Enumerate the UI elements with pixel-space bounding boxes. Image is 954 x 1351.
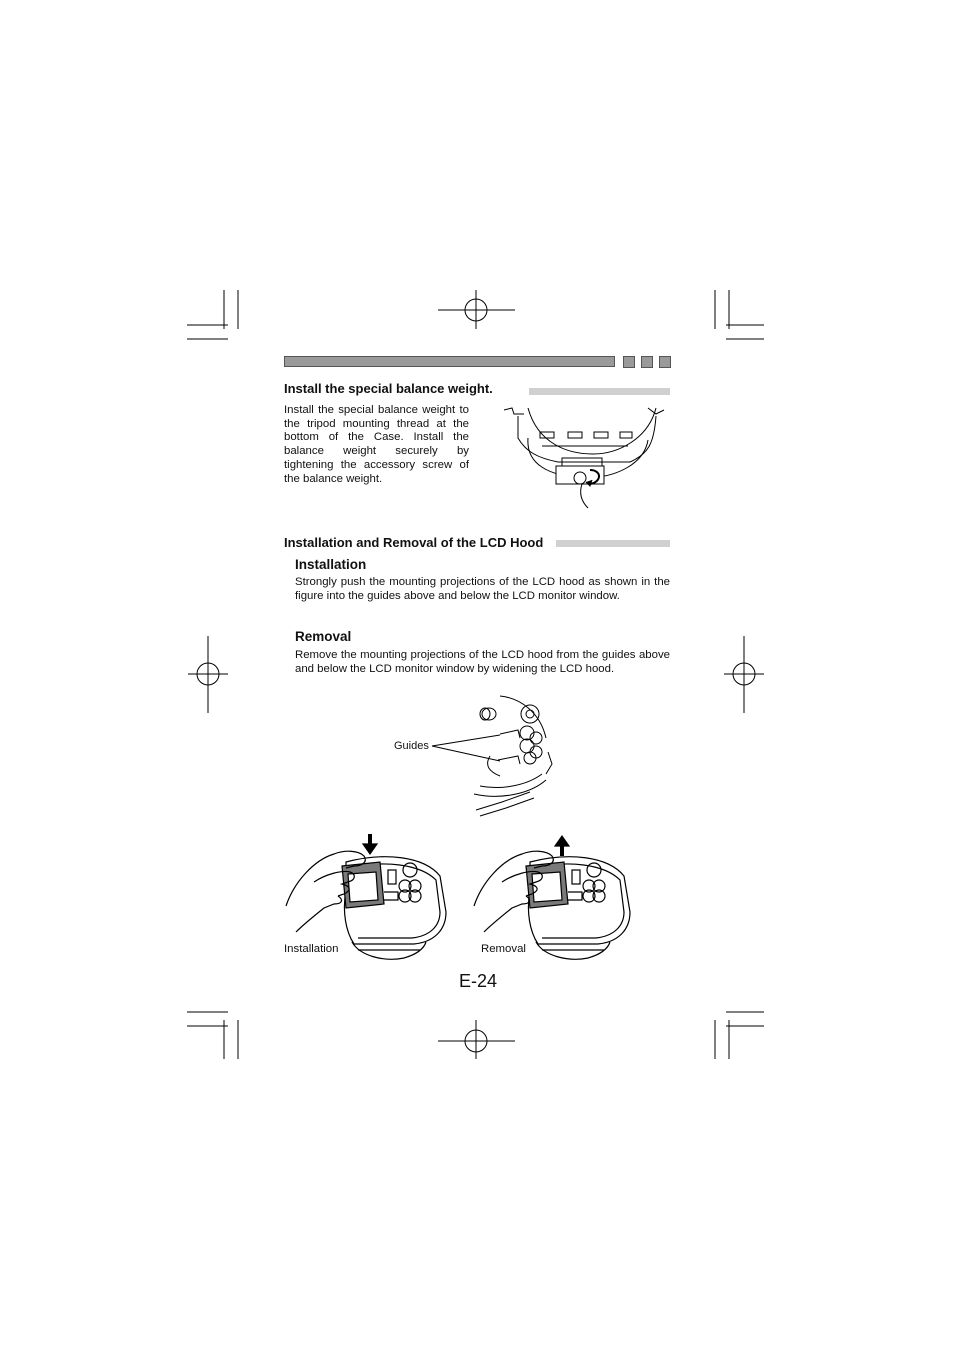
header-square [623, 356, 635, 368]
header-bar [284, 356, 615, 367]
installation-text: Strongly push the mounting projections of the LCD hood as shown in the figure into the guides above and below the LCD monitor window. [295, 576, 670, 602]
section-title-balance-weight: Install the special balance weight. [284, 381, 493, 396]
section-title-lcd-hood: Installation and Removal of the LCD Hood [284, 535, 544, 550]
header-square [659, 356, 671, 368]
removal-heading: Removal [295, 629, 352, 644]
guides-label: Guides [394, 740, 429, 752]
section-rule [556, 540, 670, 547]
removal-caption: Removal [481, 943, 526, 955]
section-rule [529, 388, 670, 395]
installation-caption: Installation [284, 943, 339, 955]
guides-illustration [430, 694, 570, 826]
balance-weight-illustration [498, 404, 670, 518]
page-number: E-24 [459, 971, 498, 991]
balance-weight-text: Install the special balance weight to the tripod mounting thread at the bottom of the Case. Install the balance weight securely by tightening the accessory screw of the balance weight. [284, 404, 469, 485]
installation-heading: Installation [295, 557, 367, 572]
removal-text: Remove the mounting projections of the LCD hood from the guides above and below the LCD monitor window by widening the LCD hood. [295, 649, 670, 675]
header-square [641, 356, 653, 368]
